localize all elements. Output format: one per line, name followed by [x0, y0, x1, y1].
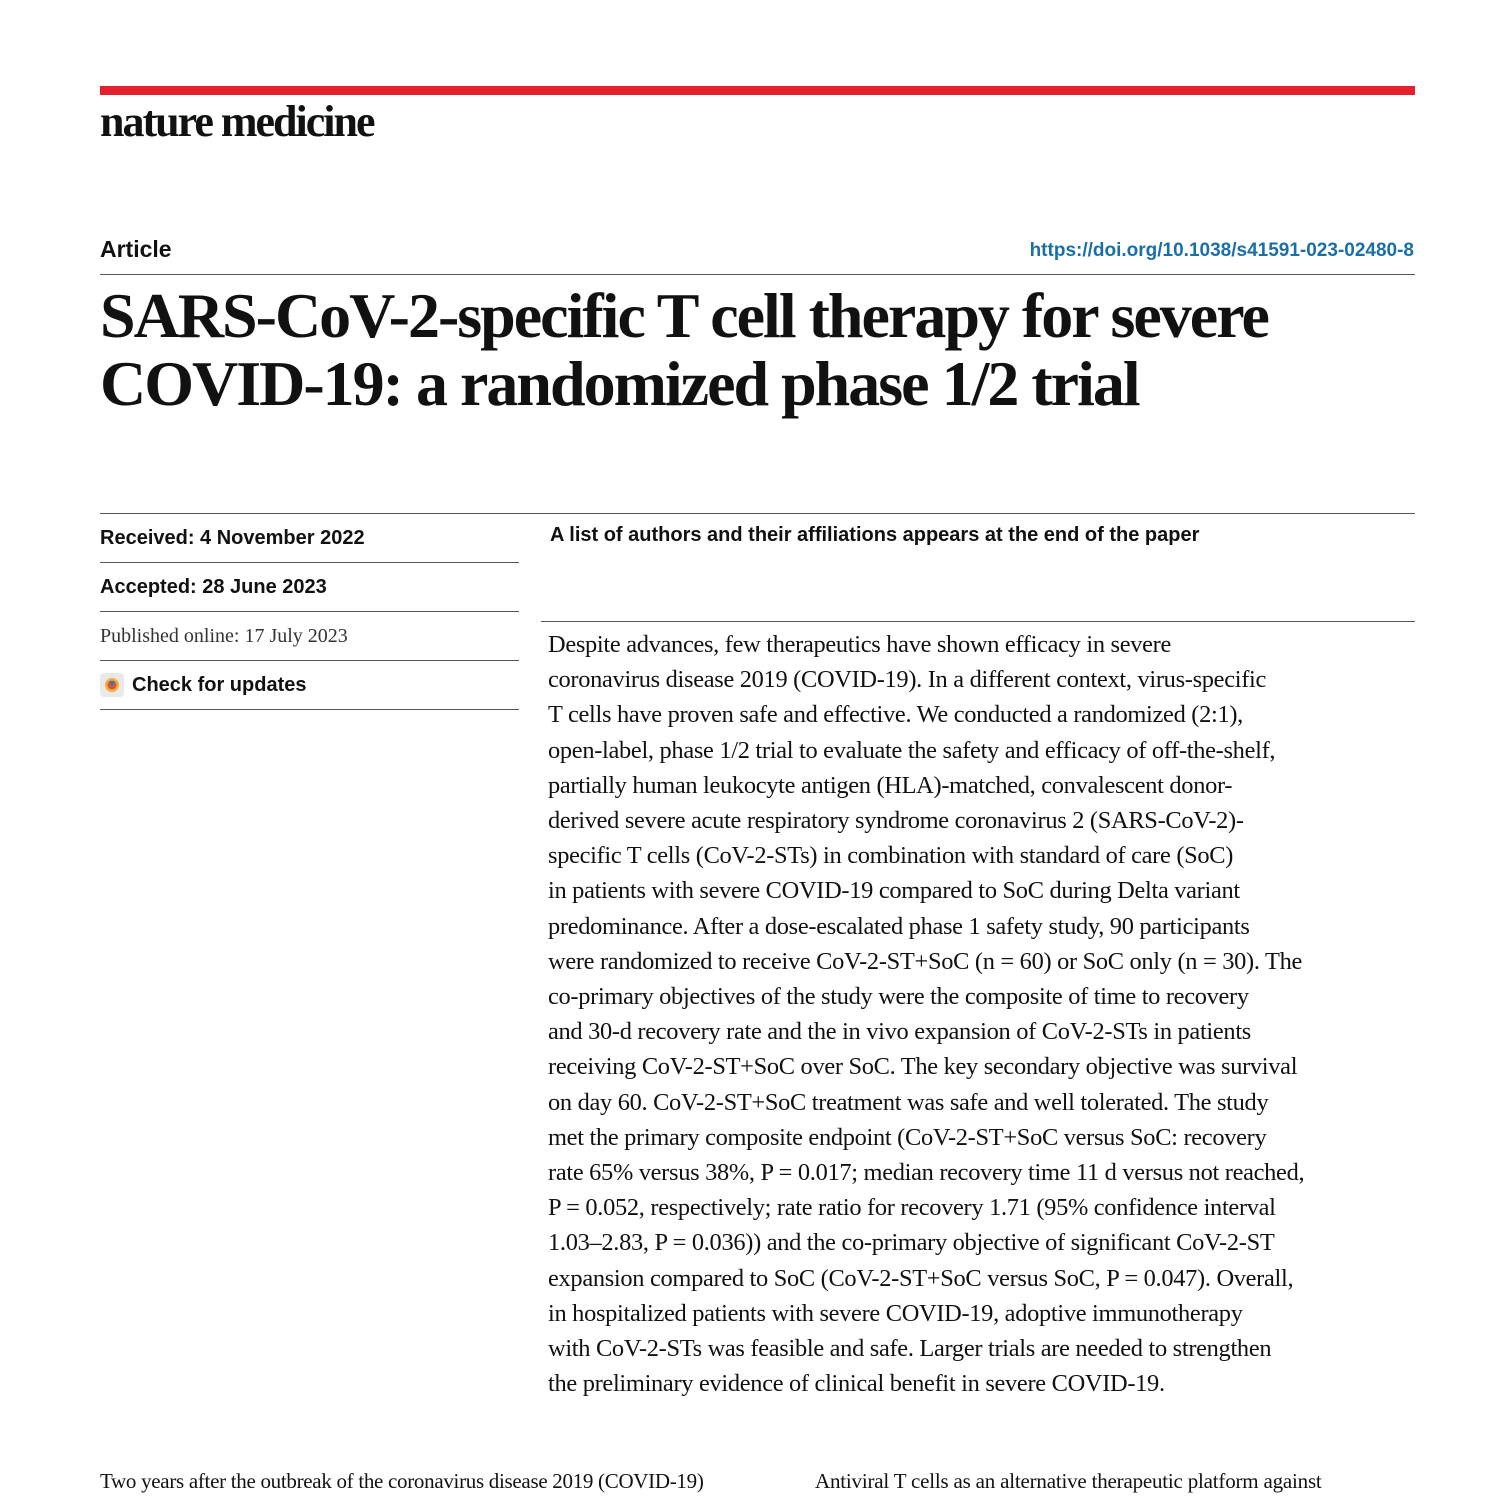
- abstract-line: expansion compared to SoC (CoV-2-ST+SoC versus SoC, P = 0.047). Overall,: [548, 1264, 1294, 1292]
- divider: [541, 621, 1415, 622]
- journal-logo: nature medicine: [100, 97, 374, 146]
- received-date: Received: 4 November 2022: [100, 514, 519, 563]
- body-text-right: Antiviral T cells as an alternative therapeutic platform against: [815, 1469, 1322, 1493]
- abstract-line: on day 60. CoV-2-ST+SoC treatment was safe and well tolerated. The study: [548, 1088, 1269, 1116]
- title-line: SARS-CoV-2-specific T cell therapy for severe: [100, 280, 1268, 351]
- authors-note: A list of authors and their affiliations appears at the end of the paper: [550, 524, 1200, 546]
- masthead-red-bar: [100, 86, 1415, 95]
- accepted-date: Accepted: 28 June 2023: [100, 563, 519, 612]
- abstract-line: coronavirus disease 2019 (COVID-19). In a different context, virus-specific: [548, 666, 1267, 694]
- check-updates-label: Check for updates: [132, 673, 307, 696]
- article-title: [100, 282, 1420, 418]
- body-text-left: Two years after the outbreak of the coronavirus disease 2019 (COVID-19): [100, 1469, 704, 1493]
- abstract-line: Despite advances, few therapeutics have shown efficacy in severe: [548, 631, 1172, 658]
- abstract-line: and 30-d recovery rate and the in vivo expansion of CoV-2-STs in patients: [548, 1018, 1251, 1046]
- article-type: Article: [100, 236, 172, 262]
- abstract-line: rate 65% versus 38%, P = 0.017; median recovery time 11 d versus not reached,: [548, 1159, 1305, 1187]
- abstract-line: in hospitalized patients with severe COVID-19, adoptive immunotherapy: [548, 1299, 1243, 1327]
- abstract-line: were randomized to receive CoV-2-ST+SoC (n = 60) or SoC only (n = 30). The: [548, 947, 1303, 975]
- check-for-updates-link[interactable]: [100, 661, 519, 710]
- abstract-line: derived severe acute respiratory syndrome coronavirus 2 (SARS-CoV-2)-: [548, 807, 1244, 835]
- title-line: COVID-19: a randomized phase 1/2 trial: [100, 348, 1139, 419]
- check-updates-icon: [100, 673, 124, 697]
- abstract-line: T cells have proven safe and effective. We conducted a randomized (2:1),: [548, 701, 1243, 729]
- doi-link[interactable]: https://doi.org/10.1038/s41591-023-02480-8: [1029, 240, 1414, 261]
- abstract-line: predominance. After a dose-escalated phase 1 safety study, 90 participants: [548, 912, 1250, 940]
- abstract-line: P = 0.052, respectively; rate ratio for recovery 1.71 (95% confidence interval: [548, 1194, 1276, 1222]
- abstract-line: partially human leukocyte antigen (HLA)-matched, convalescent donor-: [548, 771, 1233, 799]
- abstract-line: with CoV-2-STs was feasible and safe. Larger trials are needed to strengthen: [548, 1335, 1272, 1363]
- abstract-line: co-primary objectives of the study were the composite of time to recovery: [548, 983, 1249, 1011]
- abstract-line: receiving CoV-2-ST+SoC over SoC. The key secondary objective was survival: [548, 1053, 1298, 1081]
- abstract-line: the preliminary evidence of clinical benefit in severe COVID-19.: [548, 1370, 1165, 1398]
- abstract-line: 1.03–2.83, P = 0.036)) and the co-primary objective of significant CoV-2-ST: [548, 1229, 1275, 1257]
- divider: [100, 274, 1415, 275]
- publication-history: [100, 514, 519, 710]
- abstract: [548, 627, 1416, 1401]
- abstract-line: specific T cells (CoV-2-STs) in combination with standard of care (SoC): [548, 842, 1234, 870]
- abstract-line: in patients with severe COVID-19 compared to SoC during Delta variant: [548, 877, 1240, 905]
- abstract-line: met the primary composite endpoint (CoV-2-ST+SoC versus SoC: recovery: [548, 1123, 1267, 1151]
- abstract-line: open-label, phase 1/2 trial to evaluate the safety and efficacy of off-the-shelf,: [548, 736, 1276, 764]
- published-date: Published online: 17 July 2023: [100, 612, 519, 661]
